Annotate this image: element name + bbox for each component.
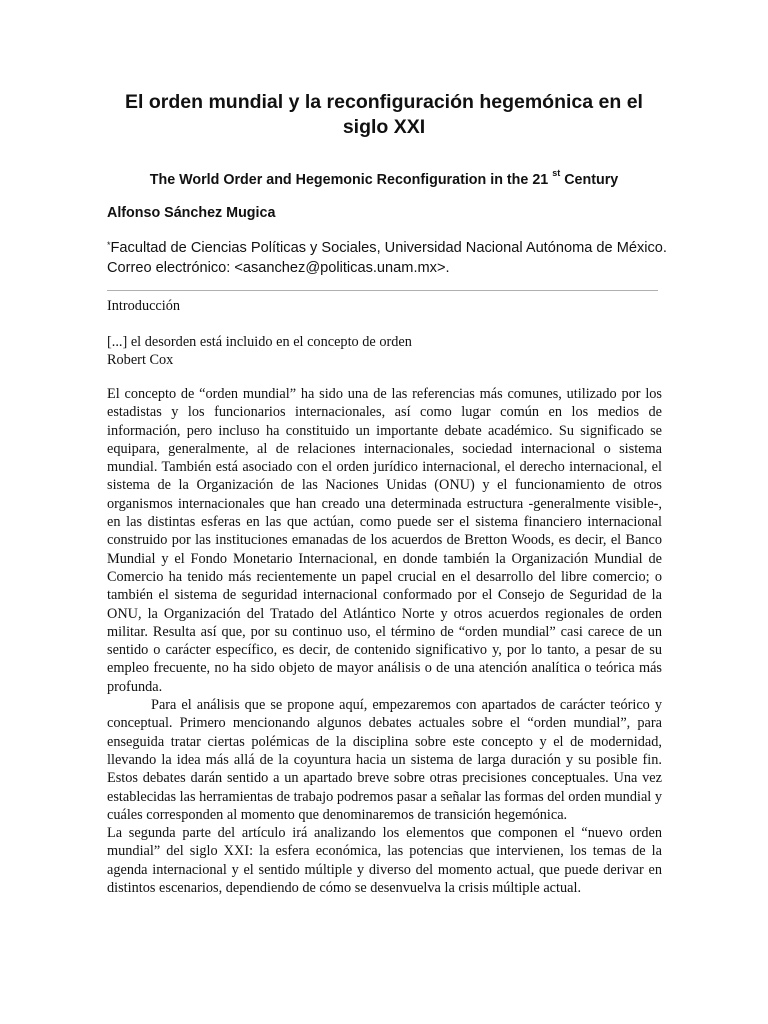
section-heading: Introducción — [107, 298, 181, 314]
author-affiliation — [107, 238, 667, 278]
author-name: Alfonso Sánchez Mugica — [107, 205, 276, 221]
subtitle-text: The World Order and Hegemonic Reconfiguration in the 21 — [149, 171, 549, 188]
body-paragraph-1: El concepto de “orden mundial” ha sido una de las referencias más comunes, utilizado por los estadistas y los funcionarios internacionales, así como lugar común en los medios de información, pero incluso ha constituido un importante debate académico. Su significado se equipara, generalmente, al de relaciones internacionales, sociedad internacional o sistema mundial. También está asociado con el orden jurídico internacional, el derecho internacional, el sistema de la Organización de las Naciones Unidas (ONU) y el funcionamiento de otros organismos internacionales que han creado una determinada estructura -generalmente visible-, en las distintas esferas en las que actúan, como puede ser el sistema financiero internacional construido por las instituciones emanadas de los acuerdos de Bretton Woods, es decir, el Banco Mundial y el Fondo Monetario Internacional, en donde también la Organización Mundial de Comercio ha tenido más recientemente un papel crucial en el desarrollo del libre comercio; o también el sistema de seguridad internacional conformado por el Consejo de Seguridad de la ONU, la Organización del Tratado del Atlántico Norte y otros acuerdos regionales de orden militar. Resulta así que, por su continuo uso, el término de “orden mundial” casi carece de un sentido o carácter específico, es decir, de contenido significativo y, por lo tanto, a pesar de su empleo frecuente, no ha sido objeto de mayor análisis o de una atención analítica o teórica más profunda. — [107, 386, 662, 695]
epigraph-quote: [...] el desorden está incluido en el concepto de orden — [107, 334, 412, 350]
epigraph-attribution: Robert Cox — [107, 352, 174, 369]
paper-title: El orden mundial y la reconfiguración hegemónica en el siglo XXI — [125, 91, 643, 138]
body-paragraph-2: Para el análisis que se propone aquí, empezaremos con apartados de carácter teórico y conceptual. Primero mencionando algunos debates actuales sobre el “orden mundial”, para enseguida tratar ciertas polémicas de la disciplina sobre este concepto y el de modernidad, llevando la idea más allá de la coyuntura hacia un sistema de larga duración y su posible fin. Estos debates darán sentido a un apartado breve sobre otras precisiones conceptuales. Una vez establecidas las herramientas de trabajo podremos pasar a señalar las formas del orden mundial y cuáles corresponden al momento que denominaremos de transición hegemónica. — [107, 697, 662, 823]
affiliation-text: Facultad de Ciencias Políticas y Sociales, Universidad Nacional Autónoma de México. Correo electrónico: <asanchez@politicas.unam.mx>. — [107, 240, 667, 276]
subtitle-superscript: st — [552, 168, 561, 178]
paper-subtitle — [100, 165, 668, 190]
affiliation-marker: * — [107, 240, 111, 250]
subtitle-suffix: Century — [560, 171, 619, 188]
header-divider — [107, 290, 658, 291]
epigraph — [107, 333, 662, 370]
body-paragraph-3: La segunda parte del artículo irá analizando los elementos que componen el “nuevo orden mundial” del siglo XXI: la esfera económica, las potencias que intervienen, los temas de la agenda internacional y el sentido múltiple y diverso del momento actual, que puede derivar en distintos escenarios, dependiendo de cómo se desenvuelva la crisis múltiple actual. — [107, 825, 662, 897]
body-text — [107, 385, 662, 897]
